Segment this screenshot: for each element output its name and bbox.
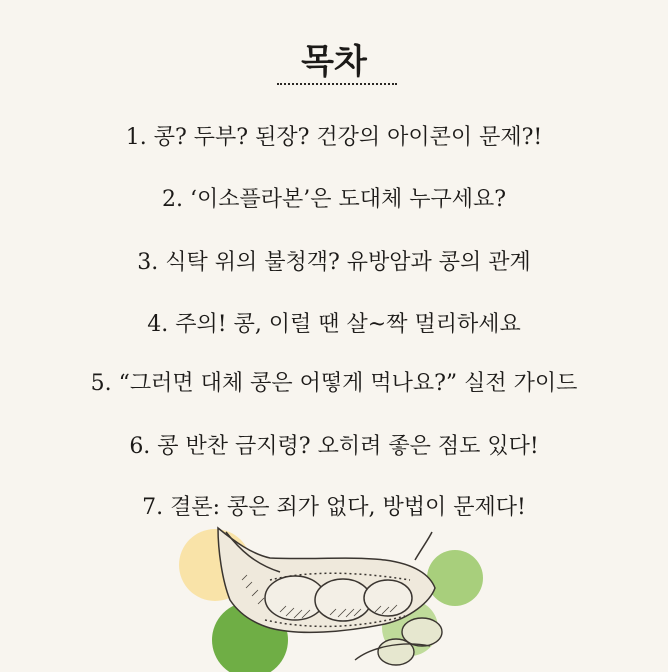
toc-item-2: 2. ‘이소플라본’은 도대체 누구세요? bbox=[161, 187, 507, 212]
toc-item-5: 5. “그러면 대체 콩은 어떻게 먹나요?” 실전 가이드 bbox=[90, 371, 578, 396]
edamame-pod-icon bbox=[160, 520, 500, 672]
toc-item-6: 6. 콩 반찬 금지령? 오히려 좋은 점도 있다! bbox=[129, 434, 539, 459]
toc-item-4: 4. 주의! 콩, 이럴 땐 살~짝 멀리하세요 bbox=[147, 312, 521, 337]
edamame-pod bbox=[218, 528, 435, 632]
page-title: 목차 bbox=[301, 42, 367, 82]
pod-stem bbox=[415, 532, 432, 560]
title-underline bbox=[277, 83, 397, 85]
light-green-circle bbox=[427, 550, 483, 606]
toc-item-7: 7. 결론: 콩은 죄가 없다, 방법이 문제다! bbox=[142, 495, 526, 520]
toc-item-1: 1. 콩? 두부? 된장? 건강의 아이콘이 문제?! bbox=[125, 125, 543, 150]
toc-item-3: 3. 식탁 위의 불청객? 유방암과 콩의 관계 bbox=[137, 250, 531, 275]
